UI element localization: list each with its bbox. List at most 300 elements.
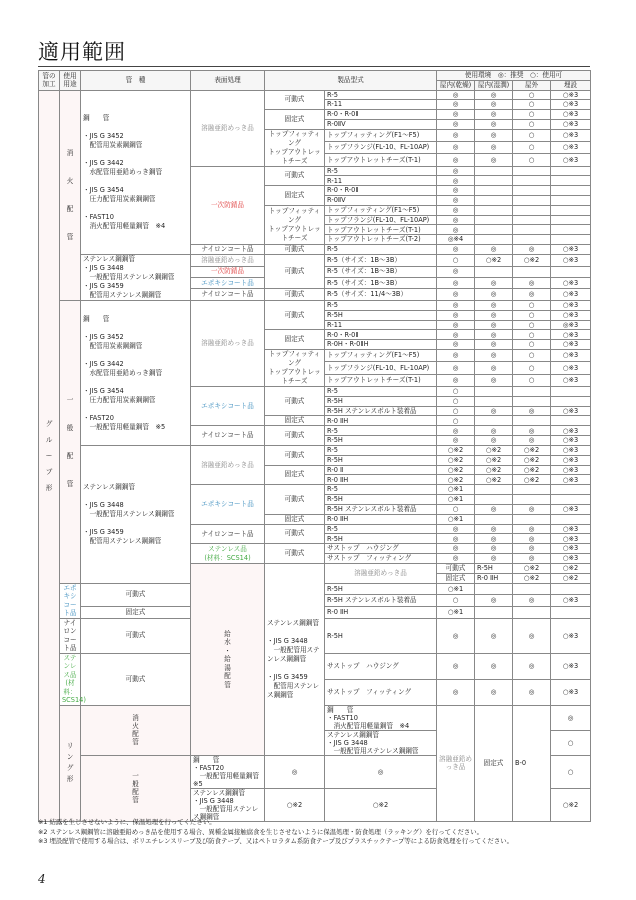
product-model: トップフィッティング(F1〜F5) <box>325 350 437 362</box>
env-rating <box>513 186 551 196</box>
env-rating: ○ <box>513 100 551 110</box>
product-model: R-5H <box>325 618 437 653</box>
env-rating: ○※3 <box>551 301 591 311</box>
env-rating: ○※2 <box>513 465 551 475</box>
product-model: R-0H・R-0ⅡH <box>325 340 437 350</box>
env-rating: ◎ <box>437 524 475 534</box>
env-rating: ◎ <box>513 544 551 554</box>
env-rating <box>551 205 591 215</box>
product-model: R-5 <box>325 166 437 176</box>
env-rating: ◎ <box>475 90 513 100</box>
env-rating: ○ <box>513 310 551 320</box>
env-rating: ◎ <box>513 595 551 607</box>
footnote-3: ※3 埋設配管で使用する場合は、ポリエチレンスリーブ及び防食テープ、又はペトロラタム系防食テープ及びプラスチックテープ等による防食処理を行ってください。 <box>38 837 513 845</box>
env-rating: ◎ <box>437 245 475 255</box>
env-rating <box>475 485 513 495</box>
env-rating: ○※1 <box>437 485 475 495</box>
env-rating: ○※2 <box>551 563 591 573</box>
env-rating <box>513 485 551 495</box>
method-fixed: 固定式 <box>265 110 325 130</box>
env-rating <box>475 186 513 196</box>
method-fixed: 固定式 <box>265 514 325 524</box>
env-rating <box>513 215 551 225</box>
product-model: トップアウトレットチーズ(T-1) <box>325 374 437 386</box>
env-rating: ◎ <box>475 534 513 544</box>
env-rating: ◎ <box>437 554 475 564</box>
product-model: サストップ フィッティング <box>325 554 437 564</box>
env-rating: ◎ <box>437 266 475 277</box>
label-ring-fire: 消 火 配 管 <box>81 705 191 755</box>
env-rating: ○ <box>513 142 551 154</box>
surface-epoxy: エポキシコート品 <box>191 485 265 524</box>
env-rating: ◎ <box>475 129 513 141</box>
product-model: R-11 <box>325 176 437 186</box>
env-rating: ◎ <box>513 289 551 301</box>
env-rating: ○※3 <box>551 100 591 110</box>
env-rating: ○※2 <box>325 788 437 821</box>
surface-rust: 一次防錆品 <box>191 166 265 244</box>
env-rating <box>475 235 513 245</box>
env-rating: ◎ <box>437 544 475 554</box>
ring-product: B-0 <box>513 705 551 821</box>
env-rating: ◎ <box>475 618 513 653</box>
header-env-buried: 埋設 <box>551 81 591 91</box>
product-model: R-5H <box>325 583 437 595</box>
env-rating: ○ <box>513 90 551 100</box>
surface-epoxy: エポキシコート品 <box>60 583 81 618</box>
method-fixed: 固定式 <box>81 606 191 618</box>
env-rating: ○ <box>513 110 551 120</box>
env-rating: ○※3 <box>551 110 591 120</box>
product-model: R-5H ステンレスボルト装着品 <box>325 504 437 514</box>
product-model: トップフランジ(FL-10、FL-10AP) <box>325 215 437 225</box>
env-rating: ◎ <box>551 705 591 730</box>
env-rating <box>513 176 551 186</box>
product-model: R-5H <box>325 455 437 465</box>
env-rating: ○※3 <box>551 679 591 705</box>
env-rating: ○※3 <box>551 504 591 514</box>
product-model: R-0ⅡV <box>325 196 437 206</box>
env-rating: ○ <box>437 406 475 416</box>
env-rating: ○※2 <box>513 255 551 266</box>
env-rating: ○ <box>513 362 551 374</box>
env-rating: ◎ <box>437 534 475 544</box>
env-rating: ○ <box>437 387 475 397</box>
env-rating: ○※2 <box>437 446 475 456</box>
env-rating: ◎ <box>475 653 513 679</box>
method-fixed: 固定式 <box>437 573 475 583</box>
surface-nylon: ナイロンコート品 <box>191 524 265 544</box>
header-surface: 表面処理 <box>191 71 265 91</box>
env-rating <box>513 205 551 215</box>
env-rating: ○※3 <box>551 544 591 554</box>
env-rating: ○※3 <box>551 255 591 266</box>
env-rating: ◎ <box>265 755 325 788</box>
method-top: トップフィッティング トップアウトレットチーズ <box>265 350 325 387</box>
env-rating <box>513 396 551 406</box>
surface-stainless: ステンレス品 (材料：SCS14) <box>60 653 81 705</box>
env-rating: ○※3 <box>551 362 591 374</box>
env-rating: ◎ <box>475 350 513 362</box>
env-rating: ◎※3 <box>551 320 591 330</box>
env-rating: ◎ <box>513 618 551 653</box>
env-rating: ○※3 <box>551 475 591 485</box>
title-divider <box>38 66 590 67</box>
product-model: R-5（サイズ：1B〜3B） <box>325 266 437 277</box>
env-rating: ○ <box>437 504 475 514</box>
env-rating: ○※3 <box>551 534 591 544</box>
label-groove: グ ル ー ブ 形 <box>39 90 60 821</box>
env-rating: ◎ <box>513 679 551 705</box>
product-model: R-0・R-0Ⅱ <box>325 330 437 340</box>
env-rating: ◎ <box>437 119 475 129</box>
env-rating: ◎ <box>475 277 513 288</box>
header-use: 使用 用途 <box>60 71 81 91</box>
env-rating <box>475 225 513 235</box>
method-movable: 可動式 <box>265 446 325 466</box>
application-range-table <box>38 70 591 822</box>
surface-zinc: 溶融亜鉛めっき品 <box>191 446 265 485</box>
pipe-general-steel: 鋼 管 ・JIS G 3452 配管用炭素鋼鋼管 ・JIS G 3442 水配管用亜鉛めっき鋼管 ・JIS G 3454 圧力配管用炭素鋼鋼管 ・FAST20 一般配管用軽量鋼管 ※5 <box>81 301 191 446</box>
env-rating <box>513 583 551 595</box>
env-rating: ○※3 <box>551 340 591 350</box>
product-model: R-0 ⅡH <box>325 475 437 485</box>
env-rating <box>513 495 551 505</box>
env-rating <box>513 166 551 176</box>
product-model: R-0・R-0Ⅱ <box>325 110 437 120</box>
env-rating: ○※3 <box>551 446 591 456</box>
product-model: R-5H <box>325 310 437 320</box>
product-model: R-5H <box>325 534 437 544</box>
env-rating <box>513 196 551 206</box>
env-rating: ◎ <box>437 426 475 436</box>
env-rating <box>513 387 551 397</box>
env-rating: ◎ <box>475 142 513 154</box>
env-rating: ○ <box>513 301 551 311</box>
product-model: R-0 ⅡH <box>325 514 437 524</box>
env-rating <box>551 196 591 206</box>
env-rating <box>513 235 551 245</box>
env-rating <box>551 514 591 524</box>
product-model: R-5（サイズ：11/4〜3B） <box>325 289 437 301</box>
env-rating: ◎ <box>437 653 475 679</box>
env-rating <box>551 225 591 235</box>
env-rating <box>475 176 513 186</box>
env-rating <box>513 266 551 277</box>
env-rating: ◎ <box>437 215 475 225</box>
env-rating <box>513 225 551 235</box>
surface-zinc: 溶融亜鉛めっき品 <box>191 255 265 266</box>
env-rating <box>551 387 591 397</box>
env-rating <box>551 186 591 196</box>
method-movable: 可動式 <box>265 544 325 564</box>
env-rating: ◎ <box>475 524 513 534</box>
page-title: 適用範囲 <box>38 40 126 64</box>
env-rating: ○※3 <box>551 129 591 141</box>
env-rating: ◎ <box>475 374 513 386</box>
env-rating <box>551 606 591 618</box>
product-model: R-5（サイズ：1B〜3B） <box>325 255 437 266</box>
env-rating: ○※2 <box>475 255 513 266</box>
env-rating: ○※2 <box>475 465 513 475</box>
env-rating <box>475 215 513 225</box>
product-model: R-5H <box>475 563 513 573</box>
env-rating <box>475 606 513 618</box>
method-movable: 可動式 <box>265 301 325 330</box>
method-fixed: 固定式 <box>475 705 513 821</box>
env-rating: ◎ <box>475 595 513 607</box>
env-rating: ○※2 <box>437 465 475 475</box>
footnote-2: ※2 ステンレス鋼鋼管に溶融亜鉛めっき品を使用する場合、異種金属接触腐食を生じさせないように保温処理・防食処理（ラッキング）を行ってください。 <box>38 827 484 836</box>
header-env-indoor-wet: 屋内(湿潤) <box>475 81 513 91</box>
env-rating: ○※2 <box>265 788 325 821</box>
env-rating: ○※3 <box>551 374 591 386</box>
env-rating: ◎ <box>513 436 551 446</box>
product-model: R-0 Ⅱ <box>325 465 437 475</box>
method-movable: 可動式 <box>81 618 191 653</box>
product-model: R-5H <box>325 436 437 446</box>
env-rating: ○※3 <box>551 142 591 154</box>
env-rating: ○ <box>513 119 551 129</box>
env-rating: ○※3 <box>551 618 591 653</box>
env-rating <box>551 266 591 277</box>
method-movable: 可動式 <box>265 387 325 416</box>
header-env-indoor-dry: 屋内(乾燥) <box>437 81 475 91</box>
env-rating: ○※3 <box>551 330 591 340</box>
env-rating: ○※2 <box>475 475 513 485</box>
surface-zinc: 溶融亜鉛めっき品 <box>325 563 437 583</box>
env-rating: ○ <box>513 350 551 362</box>
env-rating: ○※3 <box>551 595 591 607</box>
env-rating: ◎ <box>437 205 475 215</box>
env-rating: ○※3 <box>551 289 591 301</box>
env-rating: ○※2 <box>551 573 591 583</box>
env-rating <box>475 166 513 176</box>
env-rating: ◎ <box>513 554 551 564</box>
env-rating: ○※3 <box>551 465 591 475</box>
env-rating: ◎ <box>475 301 513 311</box>
method-movable: 可動式 <box>265 426 325 446</box>
env-rating: ◎ <box>513 406 551 416</box>
env-rating: ○※2 <box>437 475 475 485</box>
env-rating: ◎ <box>475 330 513 340</box>
env-rating: ○※3 <box>551 350 591 362</box>
product-model: R-5H <box>325 396 437 406</box>
product-model: R-5 <box>325 90 437 100</box>
footnote-1: ※1 結露を生じさせないように、保温処理を行ってください。 <box>38 818 216 826</box>
env-rating: ○ <box>513 340 551 350</box>
env-rating <box>551 166 591 176</box>
env-rating <box>475 495 513 505</box>
env-rating: ○※3 <box>551 455 591 465</box>
env-rating: ○※1 <box>437 606 475 618</box>
env-rating: ○ <box>437 416 475 426</box>
env-rating: ◎ <box>475 406 513 416</box>
env-rating <box>551 215 591 225</box>
env-rating <box>475 205 513 215</box>
method-movable: 可動式 <box>265 90 325 110</box>
product-model: R-11 <box>325 100 437 110</box>
method-movable: 可動式 <box>265 485 325 514</box>
env-rating <box>551 176 591 186</box>
product-model: トップフランジ(FL-10、FL-10AP) <box>325 362 437 374</box>
env-rating: ◎ <box>475 426 513 436</box>
product-model: R-5H <box>325 495 437 505</box>
env-rating: ◎ <box>437 277 475 288</box>
label-general-piping: 一 般 配 管 <box>60 301 81 584</box>
env-rating: ◎ <box>437 618 475 653</box>
env-rating: ◎ <box>475 679 513 705</box>
method-movable: 可動式 <box>265 524 325 544</box>
product-model: R-5 <box>325 387 437 397</box>
product-model: R-5 <box>325 301 437 311</box>
env-rating: ○※3 <box>551 653 591 679</box>
product-model: R-5（サイズ：1B〜3B） <box>325 277 437 288</box>
env-rating <box>513 606 551 618</box>
product-model: R-5 <box>325 485 437 495</box>
header-env-outdoor: 屋外 <box>513 81 551 91</box>
env-rating: ◎ <box>437 289 475 301</box>
env-rating: ◎ <box>513 245 551 255</box>
env-rating: ◎ <box>437 129 475 141</box>
env-rating: ○※2 <box>513 475 551 485</box>
env-rating: ○※3 <box>551 154 591 166</box>
env-rating: ○※2 <box>513 563 551 573</box>
env-rating: ◎ <box>475 310 513 320</box>
env-rating: ○※3 <box>551 277 591 288</box>
env-rating <box>551 485 591 495</box>
method-fixed: 固定式 <box>265 465 325 485</box>
surface-epoxy: エポキシコート品 <box>191 277 265 288</box>
env-rating: ◎ <box>475 554 513 564</box>
method-top: トップフィッティング トップアウトレットチーズ <box>265 205 325 244</box>
surface-stainless: ステンレス品 (材料：SCS14) <box>191 544 265 564</box>
env-rating: ◎ <box>437 142 475 154</box>
env-rating <box>513 416 551 426</box>
env-rating: ○ <box>551 755 591 788</box>
method-fixed: 固定式 <box>265 186 325 206</box>
env-rating: ○※2 <box>437 455 475 465</box>
env-rating <box>551 416 591 426</box>
env-rating: ○ <box>513 154 551 166</box>
product-model: トップフランジ(FL-10、FL-10AP) <box>325 142 437 154</box>
env-rating: ○※2 <box>475 446 513 456</box>
pipe-ring-4: ステンレス鋼鋼管 ・JIS G 3448 一般配管用ステンレス鋼鋼管 <box>191 788 265 821</box>
env-rating: ◎ <box>513 426 551 436</box>
env-rating: ◎※4 <box>437 235 475 245</box>
env-rating: ○※2 <box>513 573 551 583</box>
env-rating: ○ <box>437 595 475 607</box>
env-rating <box>551 235 591 245</box>
env-rating <box>513 514 551 524</box>
method-movable: 可動式 <box>265 166 325 186</box>
env-rating <box>475 396 513 406</box>
product-model: R-5 <box>325 426 437 436</box>
env-rating: ○※3 <box>551 554 591 564</box>
surface-epoxy: エポキシコート品 <box>191 387 265 426</box>
env-rating: ○※3 <box>551 90 591 100</box>
product-model: R-0ⅡV <box>325 119 437 129</box>
env-rating <box>475 196 513 206</box>
env-rating: ◎ <box>437 186 475 196</box>
env-rating: ◎ <box>475 119 513 129</box>
method-movable: 可動式 <box>81 583 191 606</box>
pipe-fire-steel: 鋼 管 ・JIS G 3452 配管用炭素鋼鋼管 ・JIS G 3442 水配管用亜鉛めっき鋼管 ・JIS G 3454 圧力配管用炭素鋼鋼管 ・FAST10 消火配管用軽量鋼管 ※4 <box>81 90 191 255</box>
env-rating: ◎ <box>475 245 513 255</box>
label-ring: リ ン グ 形 <box>60 705 81 821</box>
env-rating: ○※3 <box>551 310 591 320</box>
label-water-supply: 給 水 ・ 給 湯 配 管 <box>191 563 265 755</box>
env-rating: ◎ <box>475 436 513 446</box>
surface-zinc: 溶融亜鉛めっき品 <box>191 301 265 387</box>
method-movable: 可動式 <box>81 653 191 705</box>
pipe-ring-3: 鋼 管 ・FAST20 一般配管用軽量鋼管 ※5 <box>191 755 265 788</box>
env-rating: ○※3 <box>551 426 591 436</box>
method-movable: 可動式 <box>437 563 475 573</box>
footnotes <box>38 818 598 847</box>
env-rating: ○ <box>551 730 591 755</box>
env-rating <box>475 387 513 397</box>
product-model: サストップ フィッティング <box>325 679 437 705</box>
env-rating: ◎ <box>475 362 513 374</box>
env-rating <box>475 514 513 524</box>
product-model: R-5 <box>325 524 437 534</box>
surface-nylon: ナイロンコート品 <box>191 426 265 446</box>
env-rating: ◎ <box>437 374 475 386</box>
env-rating: ◎ <box>437 90 475 100</box>
label-ring-general: 一 般 配 管 <box>81 755 191 821</box>
header-pipe-processing: 管の 加工 <box>39 71 60 91</box>
env-rating: ○※3 <box>551 524 591 534</box>
method-fixed: 固定式 <box>265 330 325 350</box>
env-rating: ◎ <box>475 154 513 166</box>
header-pipe-type: 管 種 <box>81 71 191 91</box>
method-fixed: 固定式 <box>265 416 325 426</box>
product-model: サストップ ハウジング <box>325 653 437 679</box>
env-rating: ○ <box>513 330 551 340</box>
env-rating <box>475 583 513 595</box>
env-rating: ○※3 <box>551 406 591 416</box>
product-model: トップアウトレットチーズ(T-1) <box>325 225 437 235</box>
env-rating: ◎ <box>475 504 513 514</box>
env-rating: ◎ <box>513 653 551 679</box>
product-model: R-0 ⅡH <box>325 416 437 426</box>
env-rating <box>551 495 591 505</box>
label-fire-piping: 消 火 配 管 <box>60 90 81 301</box>
env-rating: ◎ <box>437 679 475 705</box>
surface-rust: 一次防錆品 <box>191 266 265 277</box>
surface-nylon: ナイロンコート品 <box>60 618 81 653</box>
env-rating: ○※2 <box>513 455 551 465</box>
product-model: R-0 ⅡH <box>325 606 437 618</box>
pipe-ring-1: 鋼 管 ・FAST10 消火配管用軽量鋼管 ※4 <box>325 705 437 730</box>
header-product: 製品型式 <box>265 71 437 91</box>
env-rating: ◎ <box>437 301 475 311</box>
product-model: トップフィッティング(F1〜F5) <box>325 205 437 215</box>
product-model: トップアウトレットチーズ(T-2) <box>325 235 437 245</box>
product-model: R-0 ⅡH <box>475 573 513 583</box>
env-rating: ◎ <box>437 176 475 186</box>
env-rating: ◎ <box>475 340 513 350</box>
pipe-supply-stainless: ステンレス鋼鋼管 ・JIS G 3448 一般配管用ステンレス鋼鋼管 ・JIS G 3459 配管用ステンレス鋼鋼管 <box>265 563 325 755</box>
env-rating: ◎ <box>437 154 475 166</box>
env-rating <box>551 396 591 406</box>
env-rating <box>551 583 591 595</box>
env-rating: ○※1 <box>437 495 475 505</box>
env-rating: ◎ <box>475 110 513 120</box>
env-rating: ○※3 <box>551 436 591 446</box>
product-model: サストップ ハウジング <box>325 544 437 554</box>
